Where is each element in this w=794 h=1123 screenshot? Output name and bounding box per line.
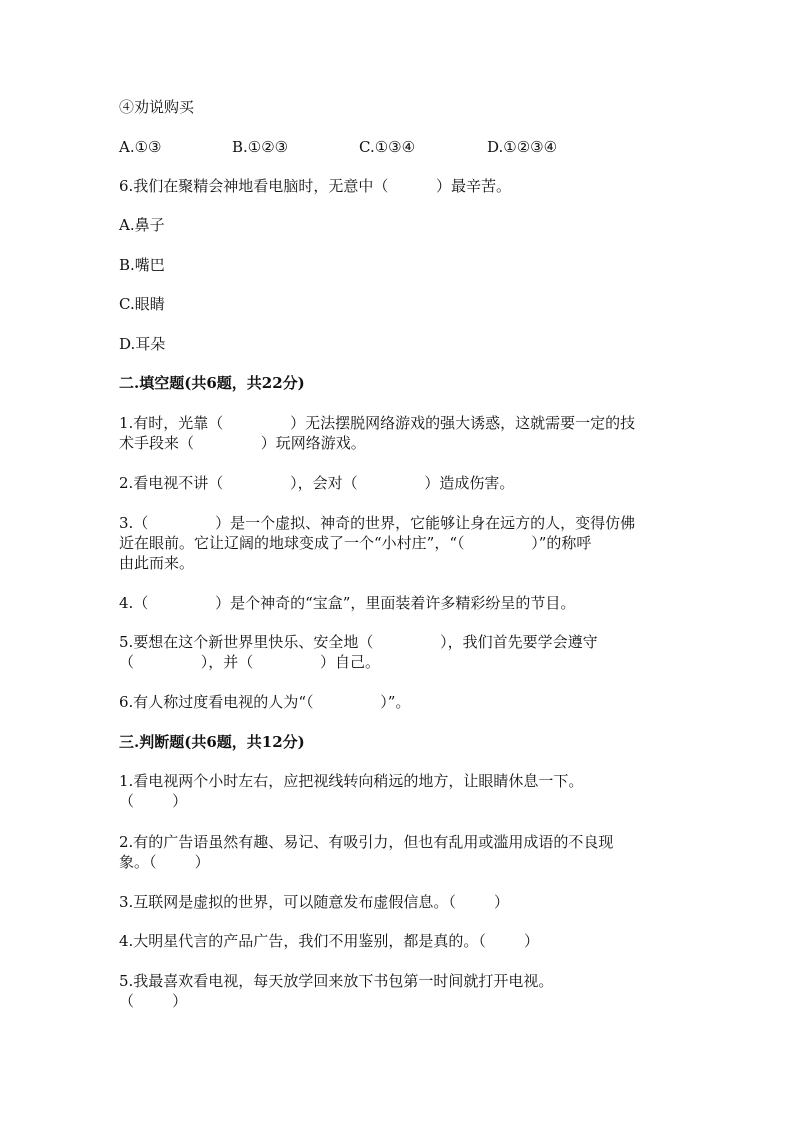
judge-q5-line2: （ ） bbox=[119, 992, 188, 1010]
q5-choices bbox=[119, 137, 679, 157]
judge-q5-line1: 5.我最喜欢看电视，每天放学回来放下书包第一时间就打开电视。 bbox=[119, 972, 554, 990]
judge-q3: 3.互联网是虚拟的世界，可以随意发布虚假信息。（ ） bbox=[119, 893, 509, 911]
q6-stem: 6.我们在聚精会神地看电脑时，无意中（ ）最辛苦。 bbox=[119, 177, 511, 195]
fill-q4: 4.（ ）是个神奇的“宝盒”，里面装着许多精彩纷呈的节目。 bbox=[119, 594, 576, 612]
q5-choice-a: A.①③ bbox=[119, 138, 162, 156]
judge-q2-line2: 象。（ ） bbox=[119, 853, 210, 871]
section2-heading: 二.填空题(共6题，共22分) bbox=[119, 374, 305, 392]
fill-q3-line1: 3.（ ）是一个虚拟、神奇的世界，它能够让身在远方的人，变得仿佛 bbox=[119, 514, 636, 532]
fill-q3-line3: 由此而来。 bbox=[119, 554, 195, 572]
fill-q1-line1: 1.有时，光靠（ ）无法摆脱网络游戏的强大诱惑，这就需要一定的技 bbox=[119, 414, 636, 432]
q5-choice-d: D.①②③④ bbox=[487, 138, 558, 156]
q5-choice-b: B.①②③ bbox=[232, 138, 289, 156]
section3-heading: 三.判断题(共6题，共12分) bbox=[119, 733, 305, 751]
q5-option-4: ④劝说购买 bbox=[119, 98, 195, 116]
q6-option-c: C.眼睛 bbox=[119, 295, 165, 313]
q5-choice-c: C.①③④ bbox=[359, 138, 416, 156]
q6-option-d: D.耳朵 bbox=[119, 335, 166, 353]
fill-q1-line2: 术手段来（ ）玩网络游戏。 bbox=[119, 434, 366, 452]
judge-q2-line1: 2.有的广告语虽然有趣、易记、有吸引力，但也有乱用或滥用成语的不良现 bbox=[119, 833, 614, 851]
judge-q1-line2: （ ） bbox=[119, 792, 188, 810]
fill-q5-line2: （ ），并（ ）自己。 bbox=[119, 653, 381, 671]
fill-q3-line2: 近在眼前。它让辽阔的地球变成了一个“小村庄”，“（ ）”的称呼 bbox=[119, 534, 592, 552]
q6-option-b: B.嘴巴 bbox=[119, 256, 165, 274]
judge-q1-line1: 1.看电视两个小时左右，应把视线转向稍远的地方，让眼睛休息一下。 bbox=[119, 772, 584, 790]
fill-q5-line1: 5.要想在这个新世界里快乐、安全地（ ），我们首先要学会遵守 bbox=[119, 633, 598, 651]
q6-option-a: A.鼻子 bbox=[119, 216, 165, 234]
fill-q2: 2.看电视不讲（ ），会对（ ）造成伤害。 bbox=[119, 474, 515, 492]
judge-q4: 4.大明星代言的产品广告，我们不用鉴别，都是真的。（ ） bbox=[119, 932, 539, 950]
fill-q6: 6.有人称过度看电视的人为“（ ）”。 bbox=[119, 693, 411, 711]
